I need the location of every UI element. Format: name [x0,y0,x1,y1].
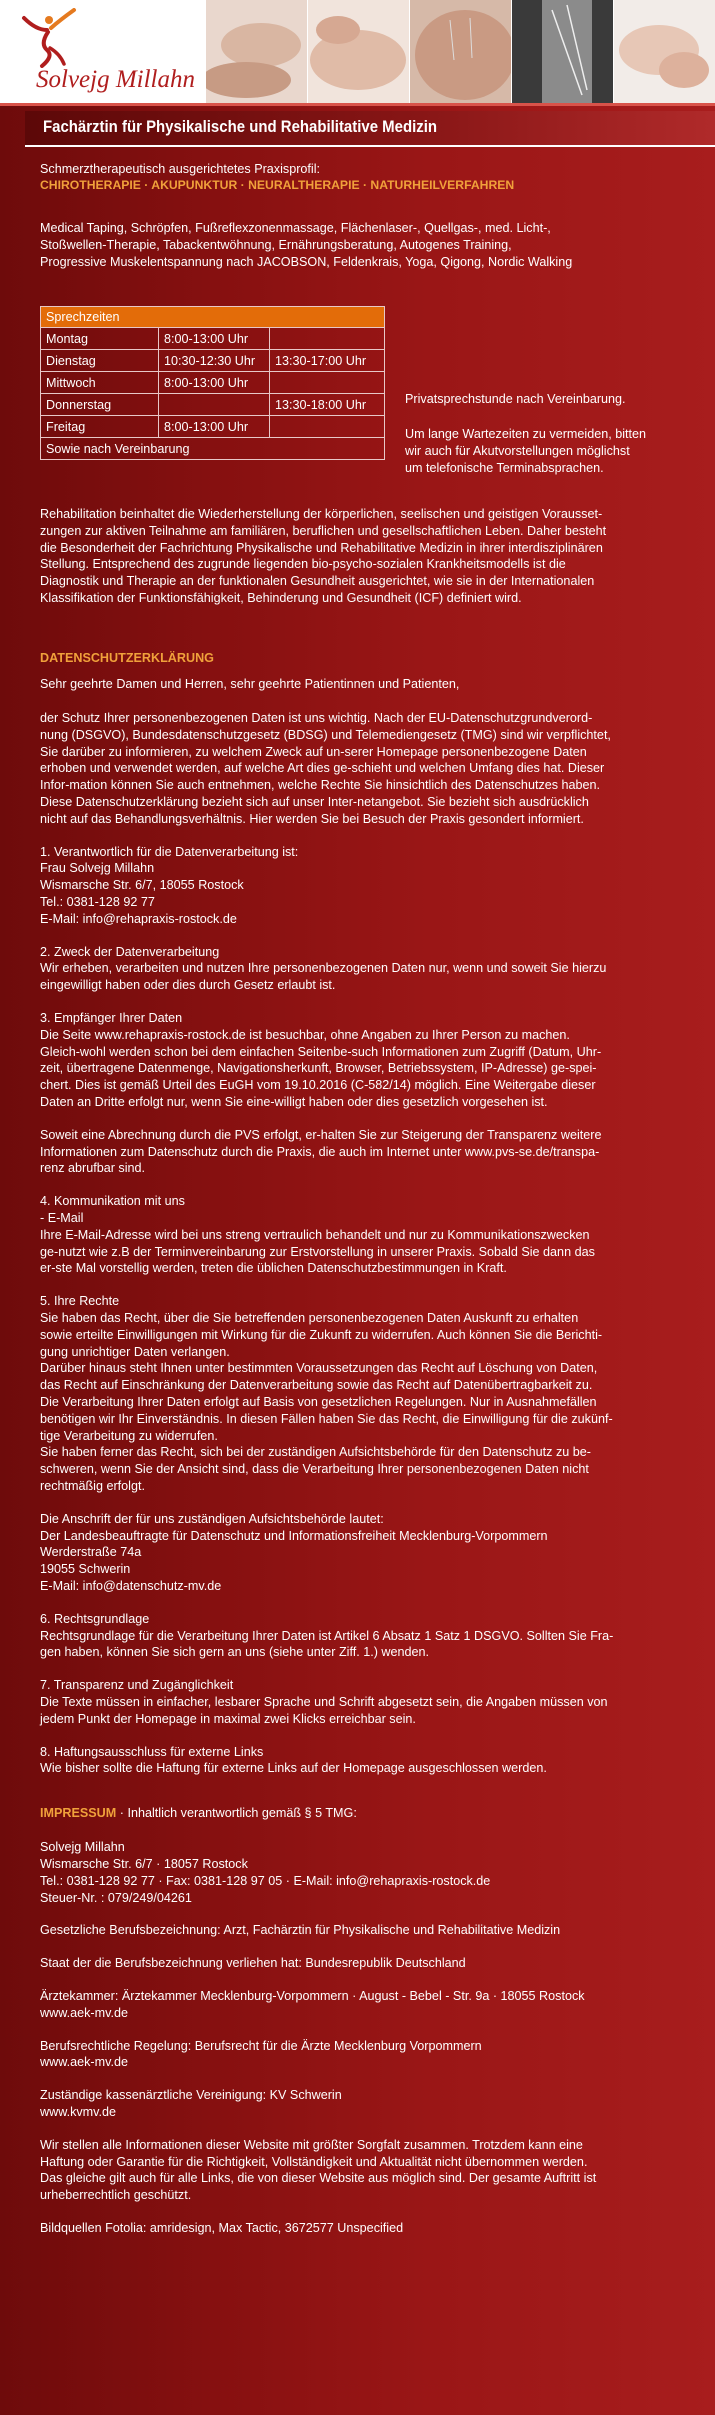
authority-line: Die Anschrift der für uns zuständigen Aufsichtsbehörde lautet: [40,1511,384,1526]
office-hours-footer: Sowie nach Vereinbarung [41,438,385,460]
table-row [41,394,385,416]
privacy-intro-line: erhoben und verwendet werden, auf welche Art dies ge-schieht und welchen Umfang dies hat. Dieser [40,761,605,776]
office-hours-header: Sprechzeiten [41,307,385,328]
header-photo-acupuncture [409,0,511,103]
private-consultation-note: Privatsprechstunde nach Vereinbarung. [405,392,626,406]
header-photos [205,0,715,103]
imprint-rules-line[interactable]: www.aek-mv.de [40,2055,128,2070]
pm-cell: 13:30-17:00 Uhr [270,350,385,372]
section-3b-line: Informationen zum Datenschutz durch die Praxis, die auch im Internet unter www.pvs-se.de/transpa- [40,1144,600,1159]
section-5-line: schweren, wenn Sie der Ansicht sind, dass die Verarbeitung Ihrer personenbezogenen Daten nicht [40,1462,589,1477]
section-3-line: chert. Dies ist gemäß Urteil des EuGH vom 19.10.2016 (C-582/14) möglich. Eine Weitergabe dieser [40,1078,596,1093]
section-1-line: Frau Solvejg Millahn [40,861,155,876]
imprint-contact-line[interactable]: Tel.: 0381-128 92 77 · Fax: 0381-128 97 05 · E-Mail: info@rehapraxis-rostock.de [40,1873,491,1888]
section-2-line: Wir erheben, verarbeiten und nutzen Ihre personenbezogenen Daten nur, wenn und soweit Sie hierzu [40,961,607,976]
section-3-line: 3. Empfänger Ihrer Daten [40,1011,183,1025]
section-5-line: Die Verarbeitung Ihrer Daten erfolgt auf Basis von gesetzlichen Regelungen. Nur in Ausnahmefällen [40,1395,597,1409]
table-row [41,438,385,460]
section-4-line: 4. Kommunikation mit uns [40,1194,185,1209]
privacy-intro-line: nung (DSGVO), Bundesdatenschutzgesetz (BDSG) und Telemediengesetz (TMG) sind wir verpflichtet, [40,727,611,742]
section-3-line: zeit, übertragene Datenmenge, Navigationsherkunft, Browser, Betriebssystem, IP-Adresse) ge-spei- [40,1061,597,1076]
imprint-chamber-line[interactable]: www.aek-mv.de [40,2005,128,2020]
treatments-line: Medical Taping, Schröpfen, Fußreflexzonenmassage, Flächenlaser-, Quellgas-, med. Licht-, [40,221,551,235]
privacy-intro-line: Sie darüber zu informieren, zu welchem Zweck auf un-serer Homepage personenbezogene Daten [40,744,587,759]
office-hours-table [40,306,385,460]
imprint-responsible: · Inhaltlich verantwortlich gemäß § 5 TMG: [116,1806,357,1821]
imprint-disclaimer-line: Haftung oder Garantie für die Richtigkeit, Vollständigkeit und Aktualität nicht übernommen werden. [40,2154,588,2169]
privacy-intro-line: nicht auf das Behandlungsverhältnis. Hier werden Sie bei Besuch der Praxis gesondert informiert. [40,811,584,826]
imprint-disclaimer-line: Wir stellen alle Informationen dieser Website mit größter Sorgfalt zusammen. Trotzdem kann eine [40,2137,583,2152]
rehab-line: die Besonderheit der Fachrichtung Physikalische und Rehabilitative Medizin in ihrer interdisziplinären [40,540,603,555]
header-photo-hands [205,0,307,103]
title-bar [25,111,715,147]
section-5-line: sowie erteilte Einwilligungen mit Wirkung für die Zukunft zu widerrufen. Auch können Sie die Berichti- [40,1327,603,1342]
header-photo-needles [511,0,613,103]
section-5-line: Darüber hinaus steht Ihnen unter bestimmten Voraussetzungen das Recht auf Löschung von Daten, [40,1361,598,1376]
section-2-line: 2. Zweck der Datenverarbeitung [40,944,220,959]
authority-line: 19055 Schwerin [40,1562,131,1577]
privacy-salutation: Sehr geehrte Damen und Herren, sehr geehrte Patientinnen und Patienten, [40,677,460,691]
day-cell: Mittwoch [41,372,159,394]
day-cell: Freitag [41,416,159,438]
privacy-intro-line: Infor-mation können Sie auch entnehmen, welche Rechte Sie hinsichtlich des Datenschutzes haben. [40,778,601,793]
privacy-intro-line: der Schutz Ihrer personenbezogenen Daten ist uns wichtig. Nach der EU-Datenschutzgrundverord- [40,711,593,725]
section-2-line: eingewilligt haben oder dies durch Gesetz erlaubt ist. [40,978,336,993]
section-3b-line: Soweit eine Abrechnung durch die PVS erfolgt, er-halten Sie zur Steigerung der Transparenz weitere [40,1127,602,1142]
pm-cell [270,372,385,394]
section-5-line: Sie haben ferner das Recht, sich bei der zuständigen Aufsichtsbehörde für den Datenschutz zu be- [40,1445,591,1460]
section-8-line: 8. Haftungsausschluss für externe Links [40,1744,264,1759]
pm-cell [270,328,385,350]
am-cell: 8:00-13:00 Uhr [159,416,270,438]
am-cell [159,394,270,416]
table-row [41,372,385,394]
rehab-line: Stellung. Entsprechend des zugrunde liegenden bio-psycho-sozialen Krankheitsmodells ist die [40,557,566,572]
section-5-line: tige Verarbeitung zu widerrufen. [40,1428,218,1443]
section-4-line: er-ste Mal vorstellig werden, treten die üblichen Datenschutzbestimmungen in Kraft. [40,1261,507,1276]
imprint-kv-line[interactable]: www.kvmv.de [40,2105,117,2119]
section-5-line: benötigen wir Ihr Einverständnis. In diesen Fällen haben Sie das Recht, die Einwilligung für die zukünf- [40,1411,613,1426]
rehab-line: Diagnostik und Therapie an der funktionalen Gesundheit ausgerichtet, wie sie in der Internationalen [40,574,595,589]
section-4-line: Ihre E-Mail-Adresse wird bei uns streng vertraulich behandelt und nur zu Kommunikationszwecken [40,1227,590,1242]
main-content [0,106,715,2415]
authority-line: Werderstraße 74a [40,1545,142,1560]
am-cell: 8:00-13:00 Uhr [159,328,270,350]
specialties: CHIROTHERAPIE · AKUPUNKTUR · NEURALTHERAPIE · NATURHEILVERFAHREN [40,178,515,192]
section-4-line: - E-Mail [40,1211,84,1225]
logo-text: Solvejg Millahn [36,66,195,93]
imprint-contact-line: Steuer-Nr. : 079/249/04261 [40,1890,192,1905]
imprint-contact-line: Wismarsche Str. 6/7 · 18057 Rostock [40,1857,248,1871]
imprint-rules-line: Berufsrechtliche Regelung: Berufsrecht für die Ärzte Mecklenburg Vorpommern [40,2038,482,2053]
header [0,0,715,106]
imprint-kv-line: Zuständige kassenärztliche Vereinigung: KV Schwerin [40,2088,342,2103]
image-credits: Bildquellen Fotolia: amridesign, Max Tactic, 3672577 Unspecified [40,2221,404,2235]
section-5-line: Sie haben das Recht, über die Sie betreffenden personenbezogenen Daten Auskunft zu erhalten [40,1311,579,1325]
treatments-line: Stoßwellen-Therapie, Tabackentwöhnung, Ernährungsberatung, Autogenes Training, [40,238,512,252]
section-5-line: gung unrichtiger Daten verlangen. [40,1344,230,1359]
section-6-line: Rechtsgrundlage für die Verarbeitung Ihrer Daten ist Artikel 6 Absatz 1 Satz 1 DSGVO. Sollten Sie Fra- [40,1628,614,1643]
privacy-intro-line: Diese Datenschutzerklärung bezieht sich auf unser Inter-netangebot. Sie bezieht sich ausdrücklich [40,795,589,809]
section-7-line: 7. Transparenz und Zugänglichkeit [40,1678,234,1693]
appointment-note-line: Um lange Wartezeiten zu vermeiden, bitten [405,427,647,441]
pm-cell [270,416,385,438]
section-5-line: rechtmäßig erfolgt. [40,1479,145,1493]
section-1-line: 1. Verantwortlich für die Datenverarbeitung ist: [40,844,299,859]
page-title: Fachärztin für Physikalische und Rehabilitative Medizin [43,117,438,136]
section-8-line: Wie bisher sollte die Haftung für externe Links auf der Homepage ausgeschlossen werden. [40,1761,547,1776]
section-5-line: das Recht auf Einschränkung der Datenverarbeitung sowie das Recht auf Datenübertragbarkeit zu. [40,1378,593,1393]
section-6-line: gen haben, können Sie sich gern an uns (siehe unter Ziff. 1.) wenden. [40,1645,430,1660]
header-photo-massage [307,0,409,103]
table-row [41,350,385,372]
imprint-disclaimer-line: urheberrechtlich geschützt. [40,2188,192,2203]
section-7-line: Die Texte müssen in einfacher, lesbarer Sprache und Schrift abgesetzt sein, die Angaben müssen von [40,1695,608,1709]
authority-line[interactable]: E-Mail: info@datenschutz-mv.de [40,1579,222,1593]
imprint-disclaimer-line: Das gleiche gilt auch für alle Links, die von dieser Website aus möglich sind. Der gesamte Auftritt ist [40,2171,597,2186]
section-1-line[interactable]: E-Mail: info@rehapraxis-rostock.de [40,911,237,926]
rehab-line: Klassifikation der Funktionsfähigkeit, Behinderung und Gesundheit (ICF) definiert wird. [40,591,522,605]
logo[interactable] [20,8,200,100]
privacy-heading: DATENSCHUTZERKLÄRUNG [40,651,214,665]
imprint-heading [40,1805,680,1822]
section-7-line: jedem Punkt der Homepage in maximal zwei Klicks erreichbar sein. [40,1711,416,1726]
appointment-note-line: um telefonische Terminabsprachen. [405,461,604,475]
am-cell: 10:30-12:30 Uhr [159,350,270,372]
day-cell: Montag [41,328,159,350]
section-3-line: Die Seite www.rehapraxis-rostock.de ist besuchbar, ohne Angaben zu Ihrer Person zu machen. [40,1027,570,1042]
am-cell: 8:00-13:00 Uhr [159,372,270,394]
table-row [41,328,385,350]
appointment-note-line: wir auch für Akutvorstellungen möglichst [405,444,630,458]
day-cell: Donnerstag [41,394,159,416]
day-cell: Dienstag [41,350,159,372]
imprint-professional-title: Gesetzliche Berufsbezeichnung: Arzt, Fachärztin für Physikalische und Rehabilitative Medizin [40,1923,561,1938]
section-5-line: 5. Ihre Rechte [40,1294,120,1309]
pm-cell: 13:30-18:00 Uhr [270,394,385,416]
section-3-line: Daten an Dritte erfolgt nur, wenn Sie eine-willigt haben oder dies gesetzlich vorgesehen ist. [40,1095,548,1109]
section-1-line: Tel.: 0381-128 92 77 [40,895,155,909]
section-3-line: Gleich-wohl werden schon bei dem einfachen Seitenbe-such Informationen zum Zugriff (Datum, Uhr- [40,1044,602,1059]
header-photo-foot [613,0,715,103]
table-row [41,416,385,438]
section-6-line: 6. Rechtsgrundlage [40,1611,150,1626]
person-logo-icon [20,8,80,68]
imprint-contact-line: Solvejg Millahn [40,1840,125,1855]
section-1-line: Wismarsche Str. 6/7, 18055 Rostock [40,878,244,893]
profile-intro: Schmerztherapeutisch ausgerichtetes Praxisprofil: [40,162,320,176]
treatments-line: Progressive Muskelentspannung nach JACOBSON, Feldenkrais, Yoga, Qigong, Nordic Walking [40,255,573,269]
authority-line: Der Landesbeauftragte für Datenschutz und Informationsfreiheit Mecklenburg-Vorpommern [40,1528,548,1543]
section-4-line: ge-nutzt wie z.B der Terminvereinbarung zur Erstvorstellung in unserer Praxis. Sobald Sie dann das [40,1244,595,1259]
rehab-line: zungen zur aktiven Teilnahme am familiären, beruflichen und gesellschaftlichen Leben. Daher besteht [40,523,607,538]
imprint-label: IMPRESSUM [40,1806,117,1821]
rehab-line: Rehabilitation beinhaltet die Wiederherstellung der körperlichen, seelischen und geistigen Vorausset- [40,507,603,521]
imprint-chamber-line: Ärztekammer: Ärztekammer Mecklenburg-Vorpommern · August - Bebel - Str. 9a · 18055 Rostock [40,1989,585,2003]
imprint-state: Staat der die Berufsbezeichnung verliehen hat: Bundesrepublik Deutschland [40,1956,466,1971]
section-3b-line: renz abrufbar sind. [40,1161,146,1176]
